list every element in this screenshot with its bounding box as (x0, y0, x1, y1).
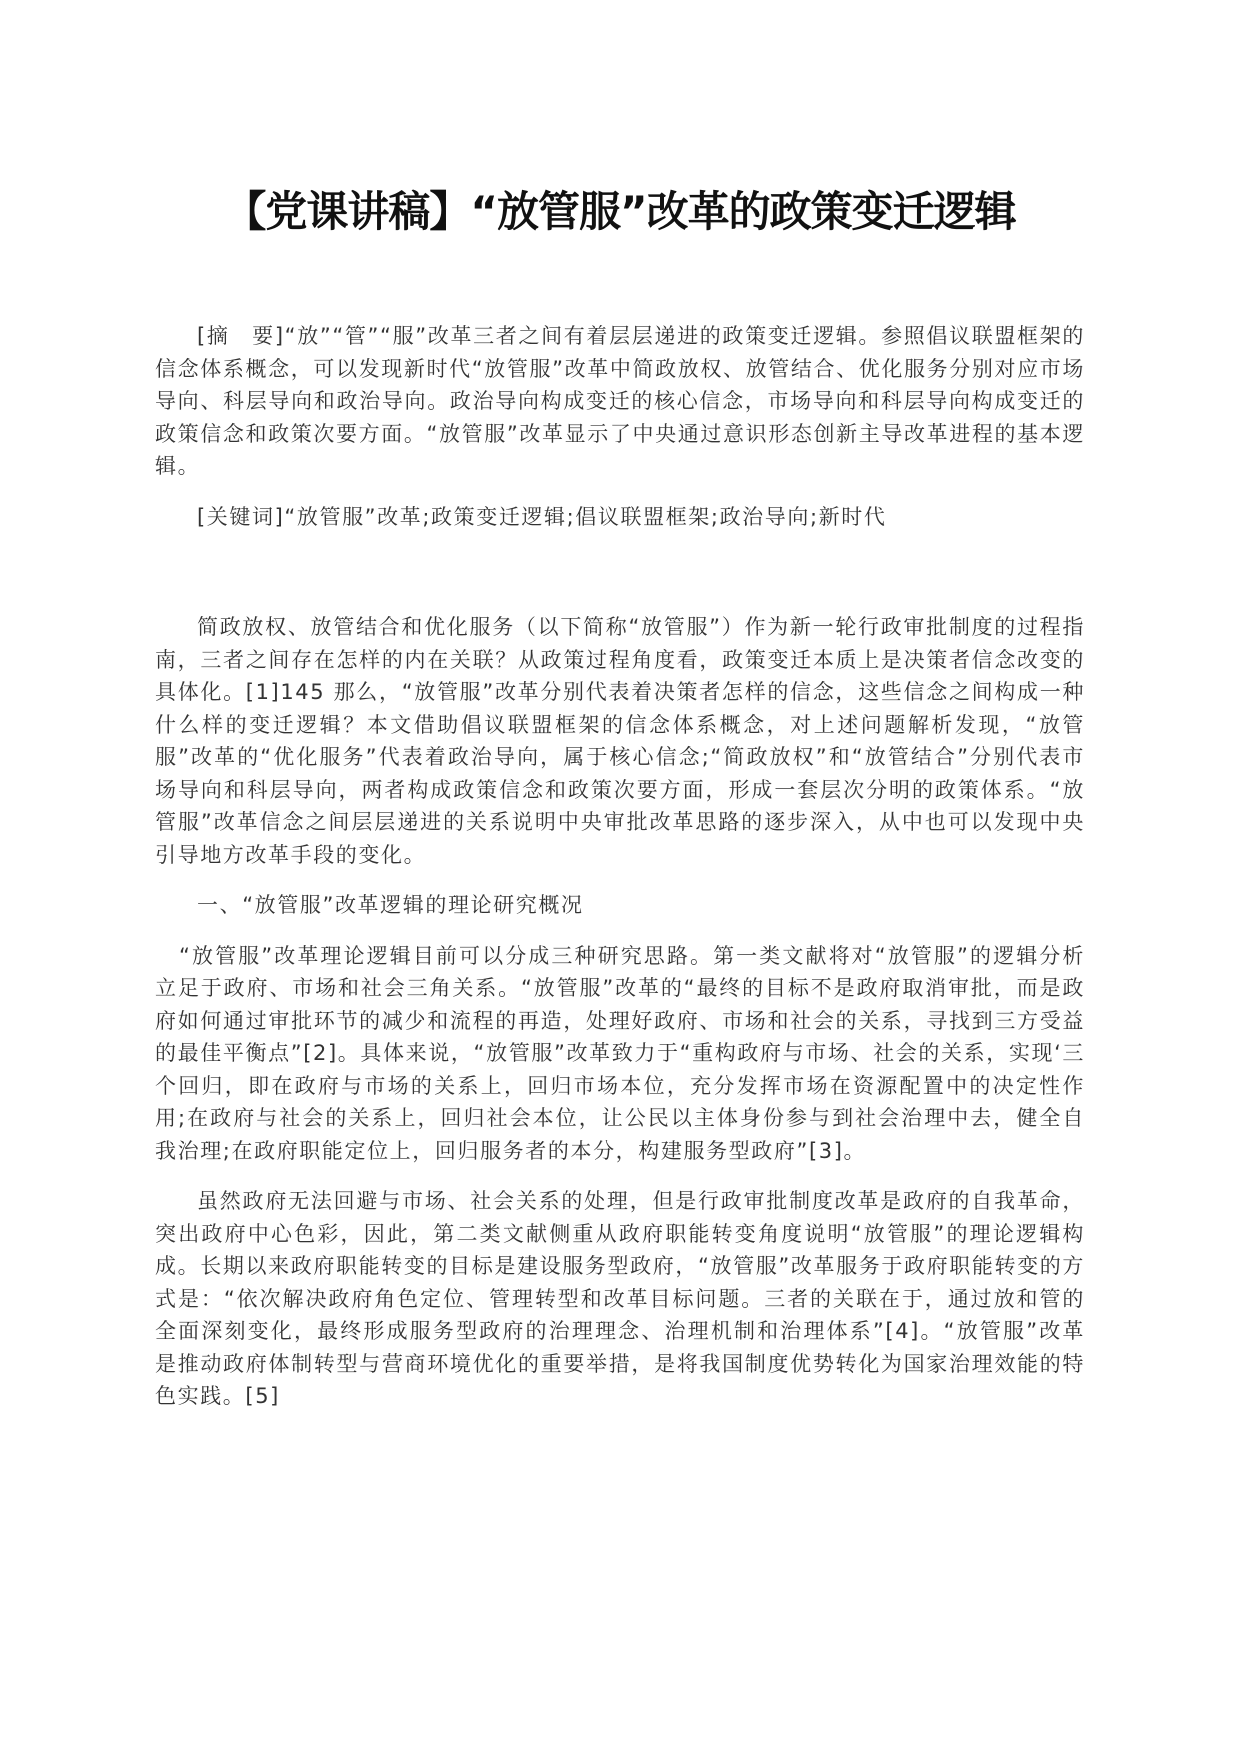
abstract-paragraph: [摘 要]“放”“管”“服”改革三者之间有着层层递进的政策变迁逻辑。参照倡议联盟框架的信念体系概念，可以发现新时代“放管服”改革中简政放权、放管结合、优化服务分别对应市场导向、科层导向和政治导向。政治导向构成变迁的核心信念，市场导向和科层导向构成变迁的政策信念和政策次要方面。“放管服”改革显示了中央通过意识形态创新主导改革进程的基本逻辑。 (155, 324, 1085, 478)
keywords-paragraph: [关键词]“放管服”改革;政策变迁逻辑;倡议联盟框架;政治导向;新时代 (197, 504, 887, 529)
intro-paragraph: 简政放权、放管结合和优化服务（以下简称“放管服”）作为新一轮行政审批制度的过程指南，三者之间存在怎样的内在关联？从政策过程角度看，政策变迁本质上是决策者信念改变的具体化。[1]145 那么，“放管服”改革分别代表着决策者怎样的信念，这些信念之间构成一种什么样的变迁逻辑？本文借助倡议联盟框架的信念体系概念，对上述问题解析发现，“放管服”改革的“优化服务”代表着政治导向，属于核心信念;“简政放权”和“放管结合”分别代表市场导向和科层导向，两者构成政策信念和政策次要方面，形成一套层次分明的政策体系。“放管服”改革信念之间层层递进的关系说明中央审批改革思路的逐步深入，从中也可以发现中央引导地方改革手段的变化。 (155, 615, 1085, 867)
body-paragraph: “放管服”改革理论逻辑目前可以分成三种研究思路。第一类文献将对“放管服”的逻辑分析立足于政府、市场和社会三角关系。“放管服”改革的“最终的目标不是政府取消审批，而是政府如何通过审批环节的减少和流程的再造，处理好政府、市场和社会的关系，寻找到三方受益的最佳平衡点”[2]。具体来说，“放管服”改革致力于“重构政府与市场、社会的关系，实现‘三个回归，即在政府与市场的关系上，回归市场本位，充分发挥市场在资源配置中的决定性作用;在政府与社会的关系上，回归社会本位，让公民以主体身份参与到社会治理中去，健全自我治理;在政府职能定位上，回归服务者的本分，构建服务型政府”[3]。 (155, 943, 1085, 1163)
section-heading: 一、“放管服”改革逻辑的理论研究概况 (197, 893, 584, 917)
document-title: 【党课讲稿】“放管服”改革的政策变迁逻辑 (224, 187, 1016, 236)
document-body (155, 320, 1085, 1413)
body-paragraph: 虽然政府无法回避与市场、社会关系的处理，但是行政审批制度改革是政府的自我革命，突出政府中心色彩，因此，第二类文献侧重从政府职能转变角度说明“放管服”的理论逻辑构成。长期以来政府职能转变的目标是建设服务型政府，“放管服”改革服务于政府职能转变的方式是：“依次解决政府角色定位、管理转型和改革目标问题。三者的关联在于，通过放和管的全面深刻变化，最终形成服务型政府的治理理念、治理机制和治理体系”[4]。“放管服”改革是推动政府体制转型与营商环境优化的重要举措，是将我国制度优势转化为国家治理效能的特色实践。[5] (155, 1189, 1085, 1408)
